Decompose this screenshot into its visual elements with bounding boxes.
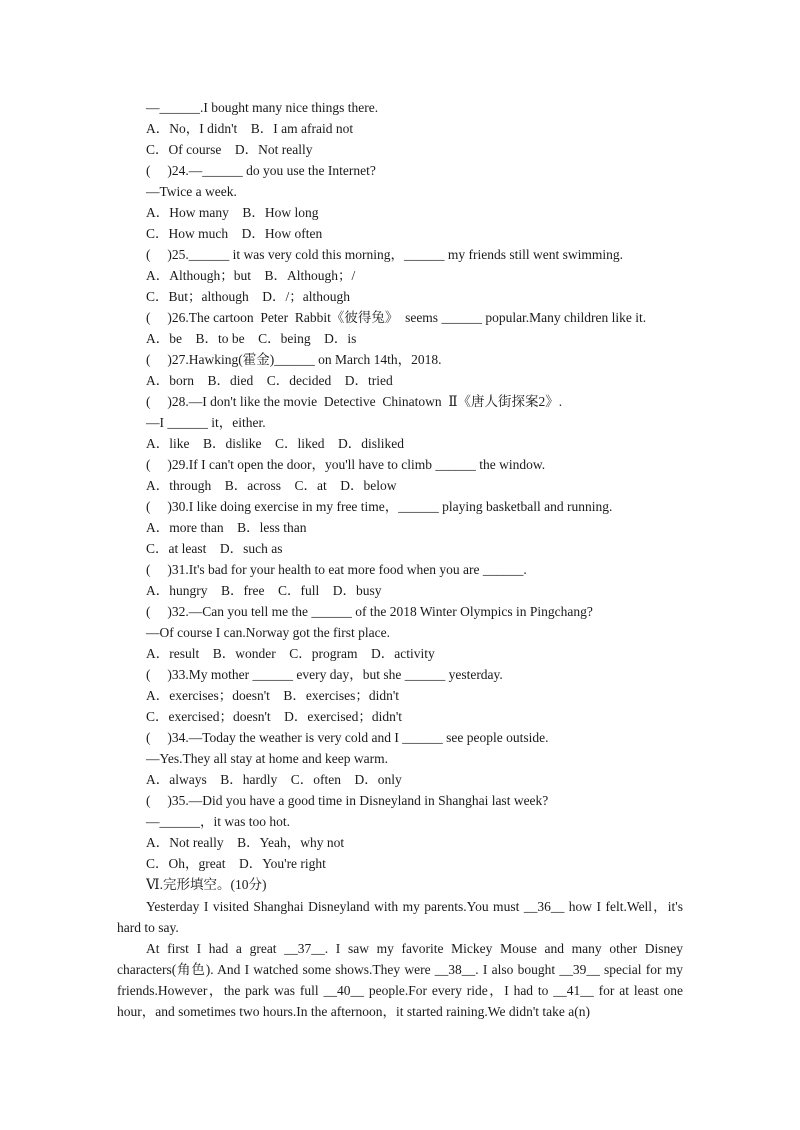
option-line: C．Of course D．Not really (146, 142, 313, 157)
question-32: ( )32.—Can you tell me the ______ of the 2018 Winter Olympics in Pingchang? (146, 604, 593, 619)
cloze-blank-36: __36__ (523, 899, 565, 914)
cloze-blank-40: __40__ (323, 983, 365, 998)
cloze-text: special for my friends.However，the park was full (117, 962, 683, 998)
cloze-text: At first I had a great (146, 941, 285, 956)
question-33: ( )33.My mother ______ every day，but she ______ yesterday. (146, 667, 503, 682)
question-27: ( )27.Hawking(霍金)______ on March 14th，2018. (146, 352, 442, 367)
option-line: C．But；although D．/；although (146, 289, 350, 304)
cloze-text: . I also bought (475, 962, 560, 977)
cloze-text: Yesterday I visited Shanghai Disneyland with my parents.You must (146, 899, 524, 914)
cloze-text: how I felt.Well，it's hard to say. (117, 899, 683, 935)
answer-line: —______.I bought many nice things there. (146, 100, 379, 115)
cloze-blank-37: __37__ (284, 941, 325, 956)
option-line: A．always B．hardly C．often D．only (146, 772, 402, 787)
answer-line: —Of course I can.Norway got the first place. (146, 625, 391, 640)
cloze-text: for at least one hour，and sometimes two hours.In the afternoon，it started raining.We didn't take a(n) (117, 983, 683, 1019)
question-31: ( )31.It's bad for your health to eat more food when you are ______. (146, 562, 527, 577)
cloze-blank-38: __38__ (434, 962, 476, 977)
option-line: A．be B．to be C．being D．is (146, 331, 357, 346)
option-line: A．through B．across C．at D．below (146, 478, 397, 493)
option-line: C．at least D．such as (146, 541, 283, 556)
question-24: ( )24.—______ do you use the Internet? (146, 163, 376, 178)
question-28: ( )28.—I don't like the movie Detective Chinatown Ⅱ《唐人街探案2》. (146, 394, 563, 409)
option-line: A．No，I didn't B．I am afraid not (146, 121, 354, 136)
option-line: A．born B．died C．decided D．tried (146, 373, 393, 388)
cloze-text: . I saw my favorite Mickey Mouse and many other Disney characters(角色). And I watched some shows.They were (117, 941, 683, 977)
option-line: A．Not really B．Yeah，why not (146, 835, 345, 850)
option-line: A．more than B．less than (146, 520, 307, 535)
answer-line: —Yes.They all stay at home and keep warm. (146, 751, 388, 766)
option-line: C．Oh，great D．You're right (146, 856, 326, 871)
answer-line: —I ______ it，either. (146, 415, 266, 430)
cloze-blank-39: __39__ (559, 962, 600, 977)
answer-line: —______，it was too hot. (146, 814, 290, 829)
option-line: A．Although；but B．Although；/ (146, 268, 356, 283)
option-line: C．exercised；doesn't D．exercised；didn't (146, 709, 403, 724)
question-35: ( )35.—Did you have a good time in Disneyland in Shanghai last week? (146, 793, 549, 808)
option-line: A．How many B．How long (146, 205, 319, 220)
cloze-paragraph-2 (117, 938, 683, 1022)
question-29: ( )29.If I can't open the door，you'll have to climb ______ the window. (146, 457, 546, 472)
option-line: A．like B．dislike C．liked D．disliked (146, 436, 404, 451)
option-line: A．exercises；doesn't B．exercises；didn't (146, 688, 400, 703)
question-26: ( )26.The cartoon Peter Rabbit《彼得兔》 seems ______ popular.Many children like it. (146, 310, 647, 325)
cloze-paragraph-1 (117, 896, 683, 938)
option-line: A．hungry B．free C．full D．busy (146, 583, 382, 598)
question-30: ( )30.I like doing exercise in my free time，______ playing basketball and running. (146, 499, 613, 514)
option-line: A．result B．wonder C．program D．activity (146, 646, 435, 661)
section-heading: Ⅵ.完形填空。(10分) (146, 877, 267, 892)
answer-line: —Twice a week. (146, 184, 237, 199)
question-25: ( )25.______ it was very cold this morning，______ my friends still went swimming. (146, 247, 623, 262)
option-line: C．How much D．How often (146, 226, 323, 241)
cloze-blank-41: __41__ (553, 983, 594, 998)
question-34: ( )34.—Today the weather is very cold and I ______ see people outside. (146, 730, 549, 745)
cloze-text: people.For every ride，I had to (364, 983, 554, 998)
